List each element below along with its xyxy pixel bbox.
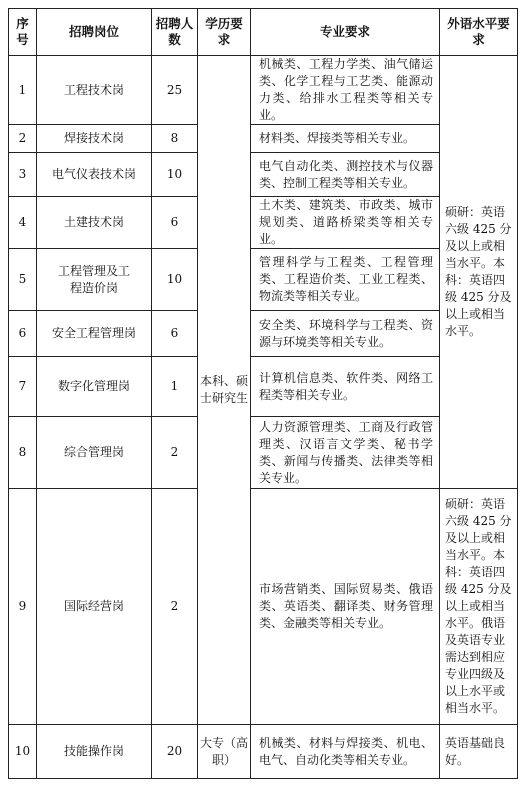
row-position: 综合管理岗 bbox=[37, 417, 152, 489]
table-row bbox=[9, 725, 518, 779]
row-no: 5 bbox=[9, 249, 37, 311]
row-count: 20 bbox=[152, 725, 198, 779]
row-position: 焊接技术岗 bbox=[37, 125, 152, 153]
row-major: 人力资源管理类、工商及行政管理类、汉语言文学类、秘书学类、新闻与传播类、法律类等相关专业。 bbox=[251, 417, 440, 489]
row-no: 1 bbox=[9, 56, 37, 125]
table-row bbox=[9, 489, 518, 725]
recruitment-table bbox=[8, 8, 518, 779]
row-count: 1 bbox=[152, 357, 198, 417]
row-count: 25 bbox=[152, 56, 198, 125]
row-count: 2 bbox=[152, 489, 198, 725]
row-major: 机械类、材料与焊接类、机电、电气、自动化类等相关专业。 bbox=[251, 725, 440, 779]
row-no: 3 bbox=[9, 153, 37, 197]
row-count: 10 bbox=[152, 249, 198, 311]
row-count: 8 bbox=[152, 125, 198, 153]
row-major: 土木类、建筑类、市政类、城市规划类、道路桥梁类等相关专业。 bbox=[251, 197, 440, 249]
header-education: 学历要求 bbox=[198, 9, 251, 56]
row-position: 技能操作岗 bbox=[37, 725, 152, 779]
row-position: 电气仪表技术岗 bbox=[37, 153, 152, 197]
row-position: 工程技术岗 bbox=[37, 56, 152, 125]
header-row bbox=[9, 9, 518, 56]
header-position: 招聘岗位 bbox=[37, 9, 152, 56]
row-count: 6 bbox=[152, 311, 198, 357]
education-requirement-grad: 本科、硕士研究生 bbox=[198, 56, 251, 725]
row-position: 土建技术岗 bbox=[37, 197, 152, 249]
table-row bbox=[9, 56, 518, 125]
row-major: 安全类、环境科学与工程类、资源与环境类等相关专业。 bbox=[251, 311, 440, 357]
row-no: 9 bbox=[9, 489, 37, 725]
education-requirement-college: 大专（高职） bbox=[198, 725, 251, 779]
header-major: 专业要求 bbox=[251, 9, 440, 56]
row-position: 国际经营岗 bbox=[37, 489, 152, 725]
row-no: 7 bbox=[9, 357, 37, 417]
row-no: 4 bbox=[9, 197, 37, 249]
header-no: 序号 bbox=[9, 9, 37, 56]
row-major: 市场营销类、国际贸易类、俄语类、英语类、翻译类、财务管理类、金融类等相关专业。 bbox=[251, 489, 440, 725]
row-count: 6 bbox=[152, 197, 198, 249]
row-no: 10 bbox=[9, 725, 37, 779]
row-major: 机械类、工程力学类、油气储运类、化学工程与工艺类、能源动力类、给排水工程类等相关专业。 bbox=[251, 56, 440, 125]
row-major: 管理科学与工程类、工程管理类、工程造价类、工业工程类、物流类等相关专业。 bbox=[251, 249, 440, 311]
row-position: 安全工程管理岗 bbox=[37, 311, 152, 357]
row-no: 6 bbox=[9, 311, 37, 357]
row-major: 材料类、焊接类等相关专业。 bbox=[251, 125, 440, 153]
language-requirement-general: 硕研：英语六级 425 分及以上或相当水平。本科：英语四级 425 分及以上或相当水平。 bbox=[440, 56, 518, 489]
header-count: 招聘人数 bbox=[152, 9, 198, 56]
row-no: 8 bbox=[9, 417, 37, 489]
row-count: 10 bbox=[152, 153, 198, 197]
header-language: 外语水平要求 bbox=[440, 9, 518, 56]
row-position: 数字化管理岗 bbox=[37, 357, 152, 417]
row-count: 2 bbox=[152, 417, 198, 489]
row-major: 计算机信息类、软件类、网络工程类等相关专业。 bbox=[251, 357, 440, 417]
row-position: 工程管理及工程造价岗 bbox=[37, 249, 152, 311]
language-requirement-skill: 英语基础良好。 bbox=[440, 725, 518, 779]
language-requirement-intl: 硕研：英语六级 425 分及以上或相当水平。本科：英语四级 425 分及以上或相当水平。俄语及英语专业需达到相应专业四级及以上水平或相当水平。 bbox=[440, 489, 518, 725]
row-major: 电气自动化类、测控技术与仪器类、控制工程类等相关专业。 bbox=[251, 153, 440, 197]
row-no: 2 bbox=[9, 125, 37, 153]
